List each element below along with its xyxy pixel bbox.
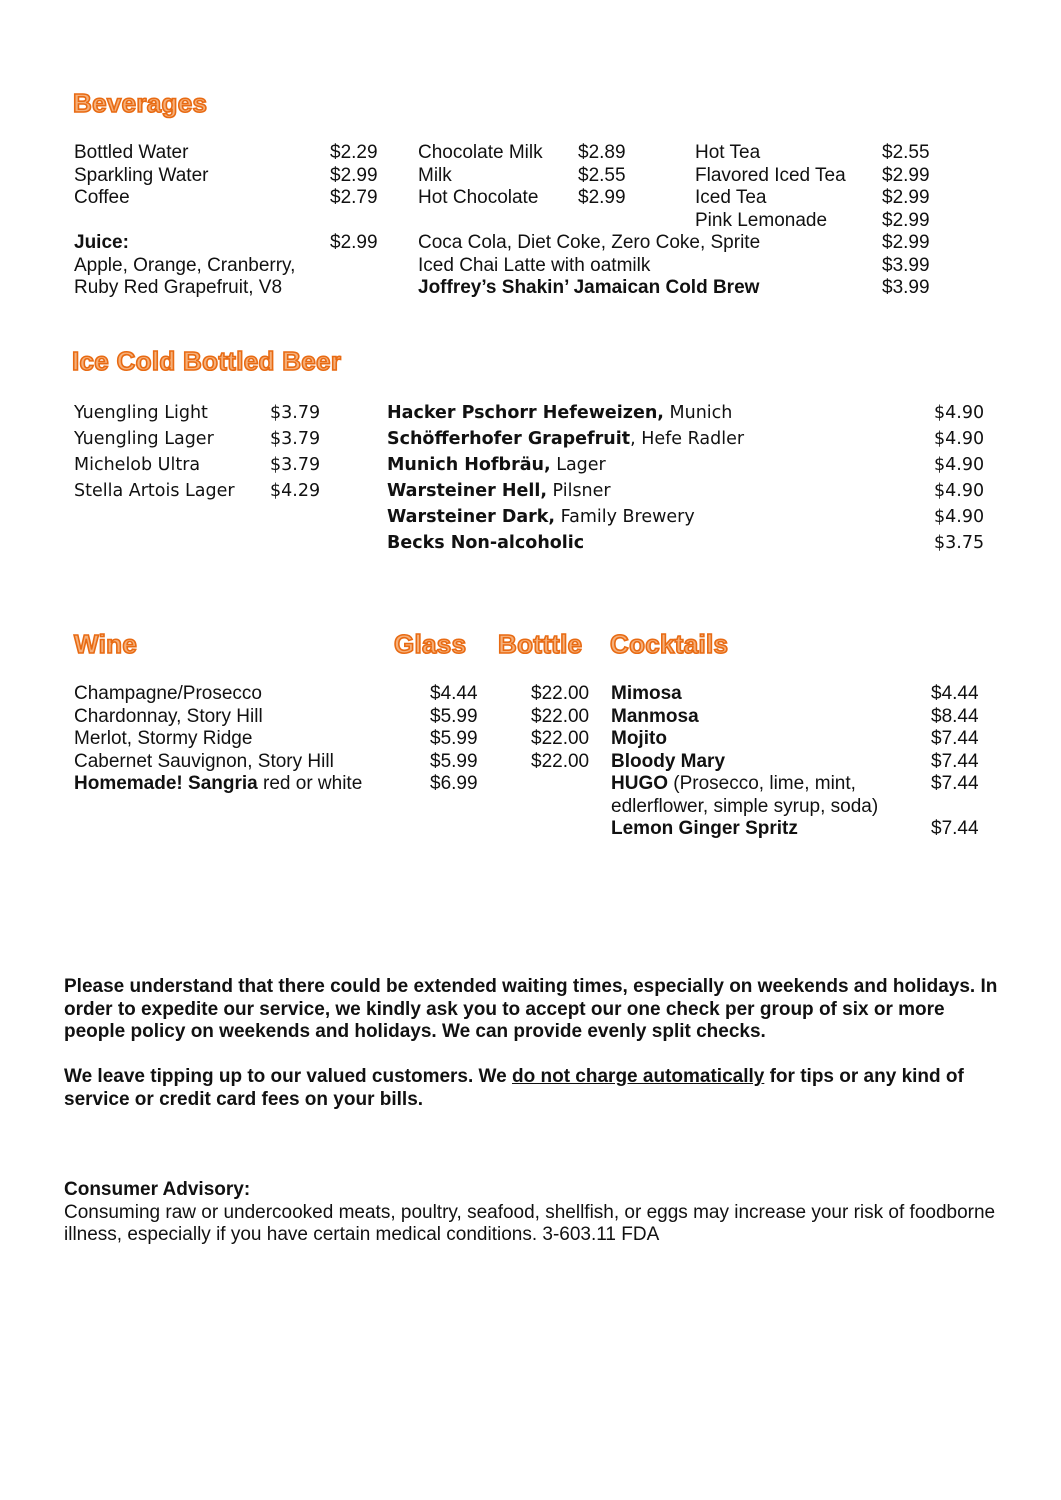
beer-price: $4.90 [934,403,985,423]
beer-line [387,452,606,478]
cocktail-description: (Prosecco, lime, mint, [668,773,856,794]
waiting-times-notice: Please understand that there could be extended waiting times, especially on weekends and holidays. In order to expedite our service, we kindly ask you to accept our one check per group of six or more people policy on weekends and holidays. We can provide evenly split checks. [64,976,998,1042]
menu-item-price: $2.89 [578,142,626,163]
beer-line [387,426,744,452]
beer-name: Stella Artois Lager [74,481,235,501]
wine-bottle-price: $22.00 [531,683,590,704]
menu-item-name: Iced Tea [695,187,767,208]
menu-item-price: $3.99 [882,254,930,276]
menu-item-price: $3.99 [882,277,930,298]
beer-name: Warsteiner Hell, [387,481,547,501]
wine-bottle-price: $22.00 [531,705,590,727]
beer-name: Schöfferhofer Grapefruit [387,429,631,449]
cocktail-name: Mojito [611,728,667,749]
beer-origin: Pilsner [546,481,611,501]
cocktail-name: Lemon Ginger Spritz [611,818,798,839]
menu-item-price: $2.79 [330,187,378,208]
beer-name: Hacker Pschorr Hefeweizen, [387,403,664,423]
juice-options: Ruby Red Grapefruit, V8 [74,277,283,298]
beer-name: Yuengling Lager [74,429,214,449]
beer-name: Yuengling Light [74,403,208,423]
tipping-notice [64,1066,1004,1111]
menu-item-price: $2.55 [578,164,626,186]
beer-line [387,478,611,504]
cocktail-name: Mimosa [611,683,682,704]
wine-glass-price: $5.99 [430,705,478,727]
beer-price: $4.90 [934,507,985,527]
beer-line [387,400,732,426]
tipping-text: for tips or any kind of service or credit card fees on your bills. [64,1066,964,1110]
wine-name: Cabernet Sauvignon, Story Hill [74,750,334,772]
beer-origin: , Hefe Radler [630,429,745,449]
sangria-variant: red or white [257,773,363,794]
wine-glass-price: $6.99 [430,773,478,794]
no-auto-charge-text: do not charge automatically [512,1066,765,1087]
beer-origin: Lager [550,455,606,475]
beer-name: Becks Non-alcoholic [387,533,585,553]
menu-item-price: $2.99 [330,164,378,186]
menu-item-price: $2.99 [578,187,626,208]
menu-item-name: Chocolate Milk [418,142,543,163]
menu-item-name: Hot Tea [695,142,761,163]
wine-glass-price: $5.99 [430,728,478,749]
menu-item-name: Hot Chocolate [418,187,539,208]
cocktail-price: $7.44 [931,728,979,749]
beer-name: Michelob Ultra [74,455,201,475]
cocktail-name: Bloody Mary [611,750,726,772]
cocktail-description: edlerflower, simple syrup, soda) [611,795,879,817]
consumer-advisory-title: Consumer Advisory: [64,1179,251,1200]
beer-name: Munich Hofbräu, [387,455,551,475]
tipping-text: We leave tipping up to our valued customers. We [64,1066,512,1087]
menu-item-name: Milk [418,164,452,186]
beverages-heading: Beverages [73,88,208,118]
wine-heading: Wine [74,629,138,659]
wine-name: Champagne/Prosecco [74,683,262,704]
beer-heading: Ice Cold Bottled Beer [72,346,342,376]
menu-item-name: Pink Lemonade [695,209,828,231]
beer-name: Warsteiner Dark, [387,507,556,527]
beer-price: $4.29 [270,481,321,501]
wine-name: Merlot, Stormy Ridge [74,728,253,749]
beer-price: $4.90 [934,429,985,449]
beer-line [387,530,584,556]
menu-item-price: $2.99 [882,187,930,208]
menu-item-name: Joffrey’s Shakin’ Jamaican Cold Brew [418,277,760,298]
menu-item-name: Flavored Iced Tea [695,164,846,186]
wine-glass-price: $4.44 [430,683,478,704]
juice-options: Apple, Orange, Cranberry, [74,254,296,276]
cocktail-name: HUGO [611,773,668,794]
beer-origin: Family Brewery [555,507,695,527]
menu-item-price: $2.99 [882,164,930,186]
menu-item-name: Coffee [74,187,130,208]
consumer-advisory-text: Consuming raw or undercooked meats, poultry, seafood, shellfish, or eggs may increase your risk of foodborne illness, especially if you have certain medical conditions. 3-603.11 FDA [64,1201,996,1245]
beer-price: $3.79 [270,403,321,423]
juice-price: $2.99 [330,232,378,253]
beer-origin: Munich [663,403,733,423]
cocktail-price: $7.44 [931,818,979,839]
cocktails-heading: Cocktails [610,629,729,659]
sangria-name: Homemade! Sangria [74,773,258,794]
beer-price: $3.79 [270,455,321,475]
wine-name: Chardonnay, Story Hill [74,705,263,727]
juice-label: Juice: [74,232,129,253]
beer-price: $3.79 [270,429,321,449]
sangria-line [74,773,362,796]
beer-price: $4.90 [934,455,985,475]
cocktail-name: Manmosa [611,705,699,727]
beer-line [387,504,695,530]
menu-item-name: Iced Chai Latte with oatmilk [418,254,651,276]
wine-bottle-price: $22.00 [531,728,590,749]
wine-glass-price: $5.99 [430,750,478,772]
beer-price: $4.90 [934,481,985,501]
menu-item-name: Sparkling Water [74,164,209,186]
wine-bottle-price: $22.00 [531,750,590,772]
glass-heading: Glass [394,629,467,659]
cocktail-price: $7.44 [931,750,979,772]
menu-item-name: Bottled Water [74,142,189,163]
cocktail-price: $4.44 [931,683,979,704]
menu-item-price: $2.55 [882,142,930,163]
menu-item-price: $2.99 [882,232,930,253]
beer-price: $3.75 [934,533,985,553]
hugo-line [611,773,856,796]
cocktail-price: $7.44 [931,773,979,794]
menu-item-price: $2.29 [330,142,378,163]
menu-item-price: $2.99 [882,209,930,231]
bottle-heading: Botttle [498,629,583,659]
cocktail-price: $8.44 [931,705,979,727]
menu-item-name: Coca Cola, Diet Coke, Zero Coke, Sprite [418,232,761,253]
